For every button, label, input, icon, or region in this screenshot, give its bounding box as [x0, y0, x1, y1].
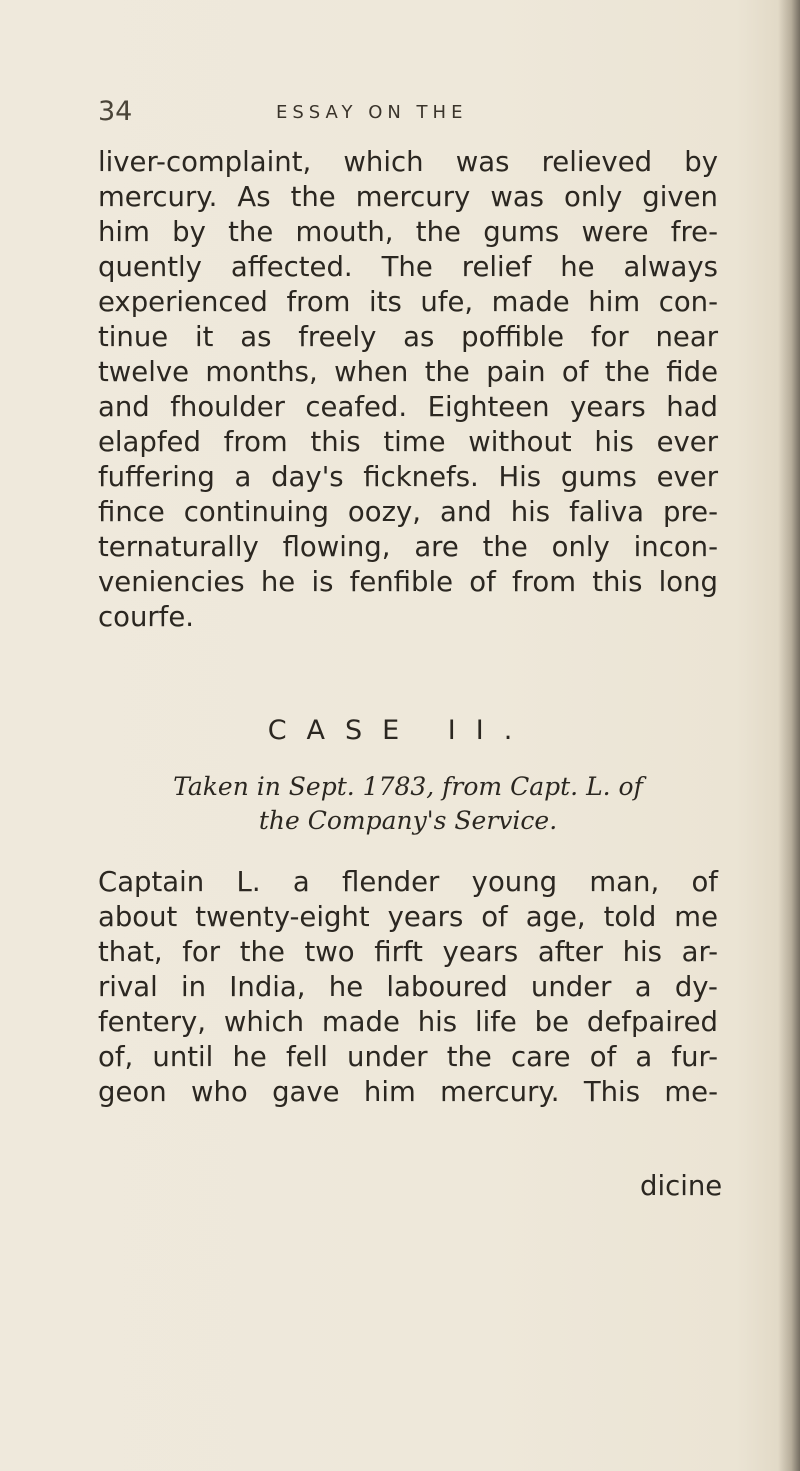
text-line: experienced from its ufe, made him con- [98, 286, 718, 318]
text-line: and fhoulder ceafed. Eighteen years had [98, 391, 718, 423]
running-title: ESSAY ON THE [276, 102, 468, 123]
text-line: rival in India, he laboured under a dy- [98, 971, 718, 1003]
text-line: veniencies he is fenfible of from this long [98, 566, 718, 598]
text-line: fentery, which made his life be defpaired [98, 1006, 718, 1038]
text-line: ternaturally flowing, are the only incon- [98, 531, 718, 563]
text-line: that, for the two firft years after his ar- [98, 936, 718, 968]
text-line: geon who gave him mercury. This me- [98, 1076, 718, 1108]
text-line: mercury. As the mercury was only given [98, 181, 718, 213]
text-line: him by the mouth, the gums were fre- [98, 216, 718, 248]
text-line: elapfed from this time without his ever [98, 426, 718, 458]
text-line: twelve months, when the pain of the fide [98, 356, 718, 388]
text-line: Captain L. a flender young man, of [98, 866, 718, 898]
running-head [98, 96, 718, 126]
text-line: courfe. [98, 601, 195, 633]
case-subtitle-line: the Company's Service. [258, 806, 558, 835]
paragraph-2 [98, 865, 718, 1110]
text-line: tinue it as freely as poffible for near [98, 321, 718, 353]
case-subtitle [98, 770, 718, 838]
text-line: of, until he fell under the care of a fur- [98, 1041, 718, 1073]
case-heading: CASE II. [267, 715, 533, 746]
text-line: fince continuing oozy, and his faliva pre- [98, 496, 718, 528]
catchword: dicine [640, 1170, 723, 1202]
text-line: quently affected. The relief he always [98, 251, 718, 283]
case-subtitle-line: Taken in Sept. 1783, from Capt. L. of [173, 772, 643, 801]
paragraph-1 [98, 145, 718, 635]
page-number: 34 [98, 96, 133, 127]
text-line: fuffering a day's ficknefs. His gums ever [98, 461, 718, 493]
text-line: about twenty-eight years of age, told me [98, 901, 718, 933]
text-line: liver-complaint, which was relieved by [98, 146, 718, 178]
